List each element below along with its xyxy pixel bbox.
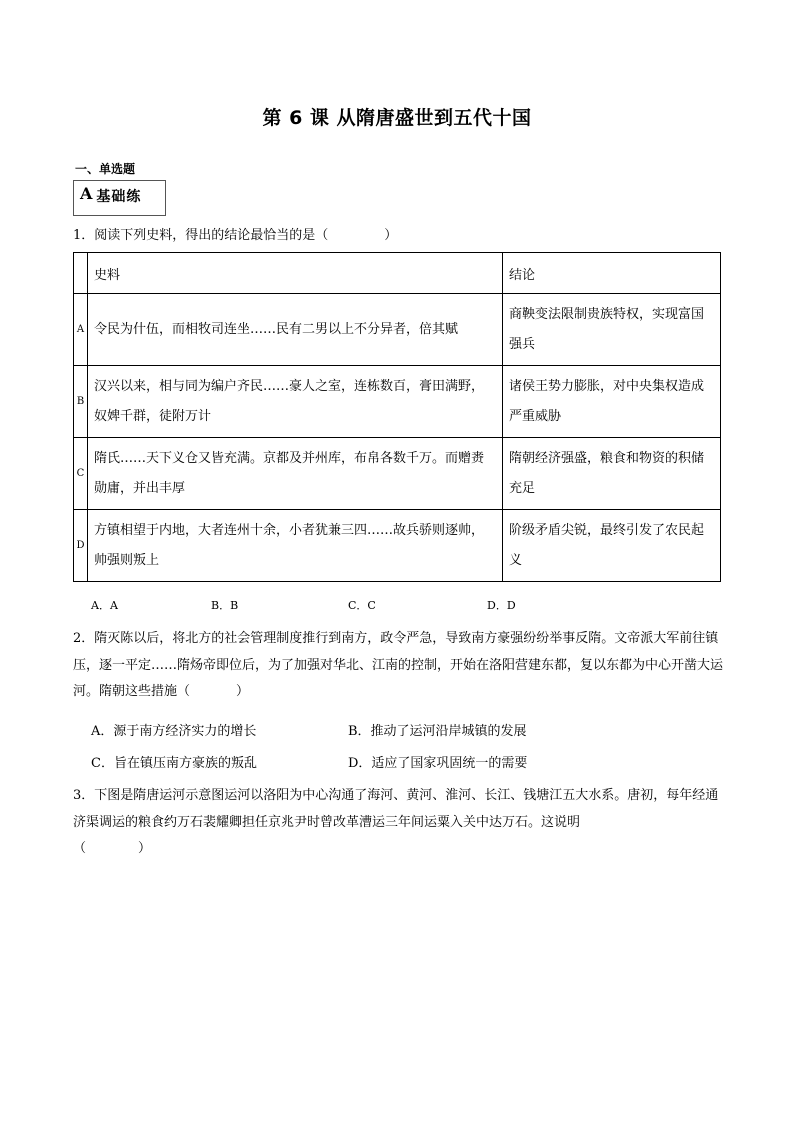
badge-text: 基础练 — [96, 189, 142, 205]
option-a: A．A — [91, 599, 118, 612]
table-row — [74, 510, 721, 582]
row-source: 汉兴以来，相与同为编户齐民……豪人之室，连栋数百，膏田满野，奴婢千群，徒附万计 — [88, 366, 503, 438]
question-3-stem — [73, 783, 725, 863]
table-header-row — [74, 253, 721, 294]
option-d: D．适应了国家巩固统一的需要 — [348, 756, 528, 771]
question-1-text: 1．阅读下列史料，得出的结论最恰当的是（ — [73, 228, 329, 243]
row-conclusion: 隋朝经济强盛，粮食和物资的积储充足 — [503, 438, 721, 510]
table-header-source: 史料 — [88, 253, 503, 294]
row-label: C — [74, 438, 88, 510]
table-row — [74, 438, 721, 510]
table-row — [74, 366, 721, 438]
question-2-text: 2．隋灭陈以后，将北方的社会管理制度推行到南方，政令严急，导致南方豪强纷纷举事反隋。文帝派大军前往镇压，逐一平定……隋炀帝即位后，为了加强对华北、江南的控制，开始在洛阳营建东都，复以东都为中心开凿大运河。隋朝这些措施（ — [73, 631, 724, 699]
option-c: C．C — [348, 599, 376, 612]
table-row — [74, 294, 721, 366]
row-conclusion: 商鞅变法限制贵族特权，实现富国强兵 — [503, 294, 721, 366]
source-table — [73, 252, 721, 582]
badge-letter: A — [80, 184, 94, 203]
question-1-close: ） — [384, 228, 398, 243]
option-b: B．推动了运河沿岸城镇的发展 — [348, 724, 527, 739]
table-header-blank — [74, 253, 88, 294]
option-a: A．源于南方经济实力的增长 — [91, 724, 257, 739]
page-title: 第 6 课 从隋唐盛世到五代十国 — [262, 107, 532, 129]
option-b: B．B — [211, 599, 239, 612]
question-3-text: 3．下图是隋唐运河示意图运河以洛阳为中心沟通了海河、黄河、淮河、长江、钱塘江五大水系。唐初，每年经通济渠调运的粮食约万石裴耀卿担任京兆尹时曾改革漕运三年间运粟入关中达万石。这说明 — [73, 788, 719, 830]
row-conclusion: 阶级矛盾尖锐，最终引发了农民起义 — [503, 510, 721, 582]
option-c: C．旨在镇压南方豪族的叛乱 — [91, 756, 257, 771]
row-label: B — [74, 366, 88, 438]
question-1-stem — [73, 226, 397, 246]
question-2-close: ） — [236, 684, 250, 699]
table-header-conclusion: 结论 — [503, 253, 721, 294]
option-d: D．D — [487, 599, 516, 612]
question-3-open: （ — [73, 841, 87, 856]
row-source: 令民为什伍，而相牧司连坐……民有二男以上不分异者，倍其赋 — [88, 294, 503, 366]
row-label: D — [74, 510, 88, 582]
row-source: 隋氏……天下义仓又皆充满。京都及并州库，布帛各数千万。而赠赉勋庸，并出丰厚 — [88, 438, 503, 510]
row-source: 方镇相望于内地，大者连州十余，小者犹兼三四……故兵骄则逐帅，帅强则叛上 — [88, 510, 503, 582]
row-conclusion: 诸侯王势力膨胀，对中央集权造成严重威胁 — [503, 366, 721, 438]
row-label: A — [74, 294, 88, 366]
question-2-stem — [73, 626, 725, 706]
question-3-close: ） — [138, 841, 152, 856]
question-1-options — [91, 597, 516, 613]
level-badge — [73, 180, 166, 216]
section-heading: 一、单选题 — [75, 162, 136, 176]
